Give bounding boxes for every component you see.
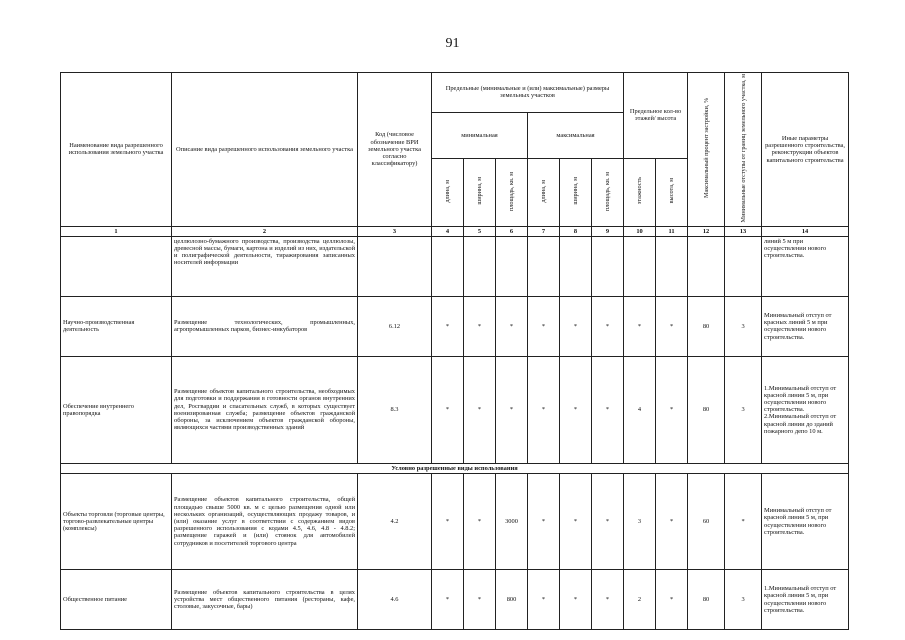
row-max-area: * bbox=[592, 474, 624, 570]
row-coverage: 80 bbox=[688, 296, 725, 356]
row-name: Обеспечение внутреннего правопорядка bbox=[61, 356, 172, 463]
row-other: 1.Минимальный отступ от красной линии 5 м, при осуществлении нового строительства. 2.Минимальный отступ от красной линии до зданий пожарного депо 10 м. bbox=[762, 356, 849, 463]
col-number: 4 bbox=[432, 226, 464, 236]
header-other: Иные параметры разрешенного строительства, реконструкции объектов капитального строительства bbox=[762, 73, 849, 227]
row-min-area: 800 bbox=[496, 570, 528, 630]
header-description: Описание вида разрешенного использования земельного участка bbox=[172, 73, 358, 227]
row-description: Размещение объектов капитального строительства, необходимых для подготовки и поддержания в готовности органов внутренних дел, Росгвардии и спасательных служб, в которых существует военизированная служба; размещение объектов гражданской обороны, за исключением объектов гражданской обороны, являющихся частями производственных зданий bbox=[172, 356, 358, 463]
row-height: * bbox=[656, 570, 688, 630]
row-description: Размещение объектов капитального строительства в целях устройства мест общественного питания (рестораны, кафе, столовые, закусочные, бары) bbox=[172, 570, 358, 630]
table-row bbox=[61, 356, 849, 463]
row-height: * bbox=[656, 296, 688, 356]
row-name bbox=[61, 236, 172, 296]
row-min-area: * bbox=[496, 296, 528, 356]
row-max-width: * bbox=[560, 474, 592, 570]
row-min-length: * bbox=[432, 570, 464, 630]
row-height: * bbox=[656, 474, 688, 570]
header-max: максимальная bbox=[528, 112, 624, 158]
col-number: 12 bbox=[688, 226, 725, 236]
row-max-area: * bbox=[592, 296, 624, 356]
row-code: 4.6 bbox=[358, 570, 432, 630]
row-max-area: * bbox=[592, 356, 624, 463]
row-height: * bbox=[656, 356, 688, 463]
col-number: 9 bbox=[592, 226, 624, 236]
header-max-length: длина, м bbox=[528, 158, 560, 226]
row-description: Размещение технологических, промышленных, агропромышленных парков, бизнес-инкубаторов bbox=[172, 296, 358, 356]
row-min-length: * bbox=[432, 296, 464, 356]
row-floors: 3 bbox=[624, 474, 656, 570]
col-number: 1 bbox=[61, 226, 172, 236]
page-number: 91 bbox=[445, 36, 460, 51]
row-coverage: 60 bbox=[688, 474, 725, 570]
header-floors: этажность bbox=[624, 158, 656, 226]
header-min-length: длина, м bbox=[432, 158, 464, 226]
row-code: 6.12 bbox=[358, 296, 432, 356]
row-min-width: * bbox=[464, 570, 496, 630]
col-number: 3 bbox=[358, 226, 432, 236]
section-title: Условно разрешенные виды использования bbox=[61, 463, 849, 473]
col-number: 2 bbox=[172, 226, 358, 236]
row-setback: 3 bbox=[725, 296, 762, 356]
header-max-area: площадь, кв. м bbox=[592, 158, 624, 226]
row-floors: * bbox=[624, 296, 656, 356]
row-coverage: 80 bbox=[688, 570, 725, 630]
row-min-width: * bbox=[464, 296, 496, 356]
header-min-area: площадь, кв. м bbox=[496, 158, 528, 226]
header-setback: Минимальные отступы от границ земельного участка, м bbox=[725, 73, 762, 227]
header-coverage: Максимальный процент застройки, % bbox=[688, 73, 725, 227]
header-min-width: ширина, м bbox=[464, 158, 496, 226]
row-min-width: * bbox=[464, 474, 496, 570]
row-min-width: * bbox=[464, 356, 496, 463]
row-description: целлюлозно-бумажного производства, производства целлюлозы, древесной массы, бумаги, картона и изделий из них, издательской и полиграфической деятельности, тиражирования записанных носителей информации bbox=[172, 236, 358, 296]
col-number: 11 bbox=[656, 226, 688, 236]
row-max-length: * bbox=[528, 296, 560, 356]
row-min-length: * bbox=[432, 474, 464, 570]
row-setback: 3 bbox=[725, 570, 762, 630]
row-coverage: 80 bbox=[688, 356, 725, 463]
row-max-area: * bbox=[592, 570, 624, 630]
row-code: 8.3 bbox=[358, 356, 432, 463]
table-row bbox=[61, 570, 849, 630]
col-number: 7 bbox=[528, 226, 560, 236]
row-setback: * bbox=[725, 474, 762, 570]
table-row bbox=[61, 474, 849, 570]
header-height: высота, м bbox=[656, 158, 688, 226]
column-numbers-row bbox=[61, 226, 849, 236]
row-name: Общественное питание bbox=[61, 570, 172, 630]
row-other: Минимальный отступ от красных линий 5 м при осуществлении нового строительства. bbox=[762, 296, 849, 356]
row-max-length: * bbox=[528, 570, 560, 630]
table-row bbox=[61, 296, 849, 356]
header-name: Наименование вида разрешенного использования земельного участка bbox=[61, 73, 172, 227]
row-floors: 4 bbox=[624, 356, 656, 463]
row-min-area: 3000 bbox=[496, 474, 528, 570]
header-min: минимальная bbox=[432, 112, 528, 158]
section-row bbox=[61, 463, 849, 473]
row-max-length: * bbox=[528, 356, 560, 463]
row-max-width: * bbox=[560, 570, 592, 630]
col-number: 10 bbox=[624, 226, 656, 236]
row-floors: 2 bbox=[624, 570, 656, 630]
row-min-area: * bbox=[496, 356, 528, 463]
col-number: 14 bbox=[762, 226, 849, 236]
header-max-width: ширина, м bbox=[560, 158, 592, 226]
row-name: Научно-производственная деятельность bbox=[61, 296, 172, 356]
row-setback: 3 bbox=[725, 356, 762, 463]
row-max-width: * bbox=[560, 356, 592, 463]
row-code: 4.2 bbox=[358, 474, 432, 570]
col-number: 13 bbox=[725, 226, 762, 236]
row-other: Минимальный отступ от красной линии 5 м, при осуществлении нового строительства. bbox=[762, 474, 849, 570]
row-max-length: * bbox=[528, 474, 560, 570]
col-number: 5 bbox=[464, 226, 496, 236]
row-name: Объекты торговли (торговые центры, торгово-развлекательные центры (комплексы) bbox=[61, 474, 172, 570]
header-code: Код (числовое обозначение ВРИ земельного участка согласно классификатору) bbox=[358, 73, 432, 227]
col-number: 8 bbox=[560, 226, 592, 236]
row-other: 1.Минимальный отступ от красной линии 5 м, при осуществлении нового строительства. bbox=[762, 570, 849, 630]
header-floors-group: Предельное кол-во этажей/ высота bbox=[624, 73, 688, 159]
table-row bbox=[61, 236, 849, 296]
zoning-table bbox=[60, 72, 849, 630]
row-other: линий 5 м при осуществлении нового строительства. bbox=[762, 236, 849, 296]
header-sizes: Предельные (минимальные и (или) максимальные) размеры земельных участков bbox=[432, 73, 624, 113]
row-max-width: * bbox=[560, 296, 592, 356]
row-description: Размещение объектов капитального строительства, общей площадью свыше 5000 кв. м с целью размещения одной или нескольких организаций, осуществляющих продажу товаров, и (или) оказание услуг в соответствии с содержанием видов разрешенного использования с кодами 4.5, 4.6, 4.8 - 4.8.2; размещение гаражей и (или) стоянок для автомобилей сотрудников и посетителей торгового центра bbox=[172, 474, 358, 570]
col-number: 6 bbox=[496, 226, 528, 236]
row-min-length: * bbox=[432, 356, 464, 463]
